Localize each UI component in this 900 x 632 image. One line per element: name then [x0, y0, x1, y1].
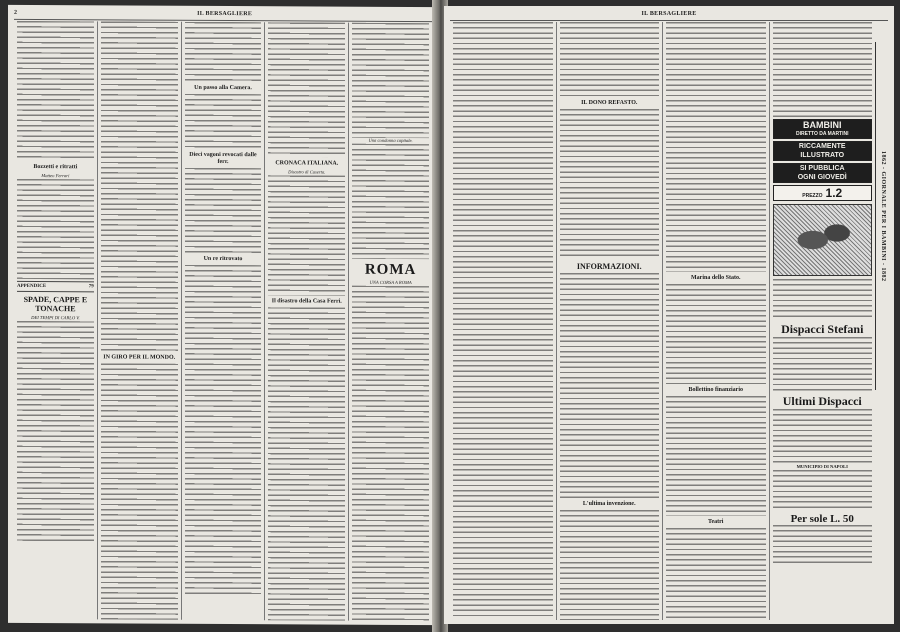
advert-bambini-line2: DIRETTO DA MARTINI — [796, 131, 849, 137]
right-col2-heading: IL DONO REFASTO. — [581, 100, 638, 106]
right-column-2 — [557, 22, 664, 620]
feuilleton-title: SPADE, CAPPE E TONACHE — [23, 294, 88, 314]
col4-heading-2: Il disastro della Casa Ferri. — [271, 298, 342, 305]
advert-illustrato-line2: ILLUSTRATO — [800, 152, 845, 159]
right-col4-bottom-heading: Per sole L. 50 — [790, 513, 854, 525]
left-page-number: 2 — [14, 9, 18, 16]
right-col3-heading-3: Teatri — [708, 519, 724, 525]
left-column-5 — [349, 23, 432, 621]
right-masthead: IL BERSAGLIERE — [641, 11, 697, 17]
advert-giovedi-line1: SI PUBBLICA — [799, 165, 845, 172]
left-column-2 — [98, 21, 182, 619]
vertical-banner: 1862 - GIORNALE PER I BAMBINI - 1882 — [875, 42, 886, 390]
right-column-3 — [663, 22, 770, 620]
feuilleton-subtitle: DEI TEMPI DI CARLO V. — [31, 314, 80, 321]
col1-subheading: Matteo Ferrari — [41, 173, 70, 179]
advert-engraving-image — [773, 204, 873, 276]
left-column-3 — [182, 22, 266, 620]
right-col2-heading-2: INFORMAZIONI. — [576, 262, 642, 271]
col5-small-heading: Una condanna capitale. — [368, 137, 413, 143]
advert-price-label: PREZZO — [802, 193, 823, 199]
right-page — [444, 6, 894, 624]
right-col4-heading: Dispacci Stefani — [781, 322, 864, 336]
col2-heading: IN GIRO PER IL MONDO. — [103, 354, 176, 361]
appendix-label: APPENDICE — [17, 283, 47, 290]
right-col4-heading-2: Ultimi Dispacci — [782, 394, 862, 408]
col3-heading-2: Dieci vagoni revocati dalle ferr. — [189, 151, 257, 166]
col3-heading-3: Un re ritrovato — [203, 255, 243, 263]
left-page — [8, 5, 438, 625]
right-col4-bottom-sub: MUNICIPIO DI NAPOLI — [796, 464, 848, 469]
right-col3-heading: Marina dello Stato. — [691, 275, 741, 281]
advert-giovedi-line2: OGNI GIOVEDÌ — [797, 174, 847, 181]
col5-subheading: UNA CORSA A ROMA — [369, 279, 412, 285]
advert-bambini — [773, 119, 873, 139]
col4-subheading: Disastro di Caserta. — [288, 169, 326, 175]
right-col2-heading-3: L'ultima invenzione. — [582, 501, 636, 507]
advert-bambini-line1: BAMBINI — [803, 120, 842, 130]
left-masthead: IL BERSAGLIERE — [197, 10, 253, 18]
right-column-4 — [770, 22, 889, 620]
right-col3-heading-2: Bollettino finanziario — [688, 387, 743, 393]
col4-heading: CRONACA ITALIANA. — [275, 160, 339, 167]
appendix-number: 79 — [88, 284, 94, 290]
col5-heading: ROMA — [364, 261, 417, 279]
right-column-1 — [450, 22, 557, 620]
advert-price — [773, 185, 873, 201]
advert-illustrato-line1: RICCAMENTE — [798, 143, 846, 150]
left-column-1 — [14, 21, 98, 619]
right-running-head — [450, 8, 888, 21]
advert-illustrato — [773, 141, 873, 161]
advert-price-value: 1.2 — [825, 186, 843, 200]
advert-giovedi — [773, 163, 873, 183]
col1-heading: Bozzetti e ritratti — [33, 164, 78, 171]
col3-heading: Un passo alla Camera. — [194, 84, 252, 92]
left-running-head — [14, 7, 432, 22]
left-column-4 — [265, 22, 349, 620]
